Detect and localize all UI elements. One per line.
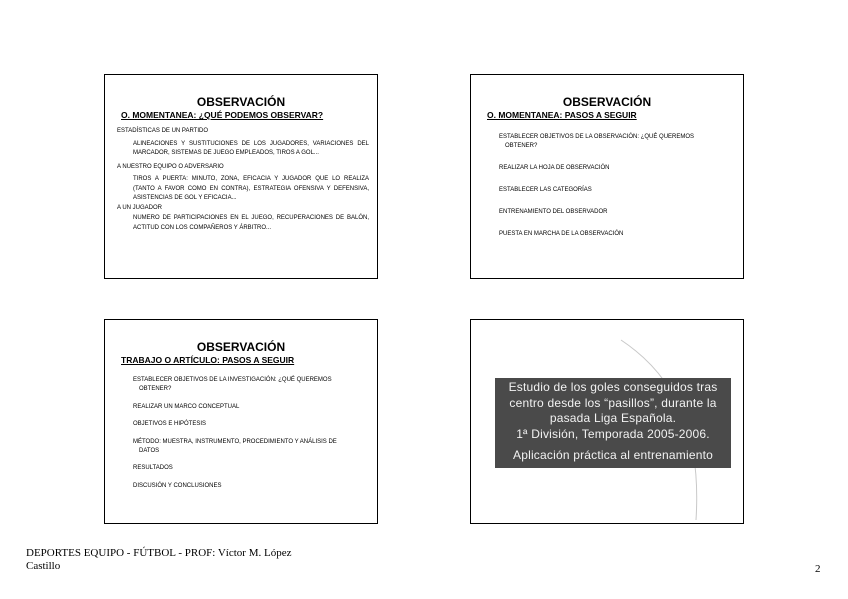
study-line: Estudio de los goles conseguidos tras [508, 380, 718, 394]
step-item: REALIZAR LA HOJA DE OBSERVACIÓN [499, 165, 610, 171]
application-line: Aplicación práctica al entrenamiento [513, 448, 713, 462]
section-detail: TIROS A PUERTA: MINUTO, ZONA, EFICACIA Y JUGADOR QUE LO REALIZA (TANTO A FAVOR COMO EN CONTRA), ESTRATEGIA OFENSIVA Y DEFENSIVA, ASISTENCIAS DE GOL Y EFICACIA... [133, 176, 369, 201]
slide-2 [470, 74, 744, 279]
slide-subtitle: TRABAJO O ARTÍCULO: PASOS A SEGUIR [121, 355, 295, 365]
step-item: PUESTA EN MARCHA DE LA OBSERVACIÓN [499, 231, 624, 237]
footer-line: DEPORTES EQUIPO - FÚTBOL - PROF: Víctor M. López [26, 547, 292, 559]
slide-title: OBSERVACIÓN [196, 95, 286, 109]
footer-line: Castillo [26, 559, 61, 572]
step-item: ESTABLECER OBJETIVOS DE LA OBSERVACIÓN: ¿QUÉ QUEREMOS OBTENER? [499, 134, 695, 149]
slide-title: OBSERVACIÓN [196, 340, 286, 354]
study-line: pasada Liga Española. [549, 411, 677, 425]
step-item: ENTRENAMIENTO DEL OBSERVADOR [499, 209, 608, 215]
slide-4 [470, 319, 744, 524]
slide-subtitle: O. MOMENTANEA: PASOS A SEGUIR [487, 110, 637, 120]
study-line: 1ª División, Temporada 2005-2006. [516, 426, 710, 441]
step-item: REALIZAR UN MARCO CONCEPTUAL [133, 403, 240, 410]
slide-title: OBSERVACIÓN [562, 95, 652, 109]
slide-subtitle: O. MOMENTANEA: ¿QUÉ PODEMOS OBSERVAR? [121, 110, 324, 120]
section-detail: NUMERO DE PARTICIPACIONES EN EL JUEGO, RECUPERACIONES DE BALÓN, ACTITUD CON LOS COMPAÑEROS Y ÁRBITRO... [133, 215, 369, 231]
step-item: ESTABLECER LAS CATEGORÍAS [499, 187, 592, 193]
step-item: MÉTODO: MUESTRA, INSTRUMENTO, PROCEDIMIENTO Y ANÁLISIS DE DATOS [133, 438, 337, 454]
footer [26, 547, 386, 572]
step-item: RESULTADOS [133, 465, 173, 471]
section-heading: ESTADÍSTICAS DE UN PARTIDO [117, 128, 209, 134]
section-detail: ALINEACIONES Y SUSTITUCIONES DE LOS JUGADORES, VARIACIONES DEL MARCADOR, SISTEMAS DE JUEGO EMPLEADOS, TIROS A GOL... [133, 140, 369, 156]
slide-3 [104, 319, 378, 524]
study-title-box [495, 378, 731, 468]
study-line: centro desde los “pasillos”, durante la [509, 395, 717, 410]
slide-1 [104, 74, 378, 279]
step-item: ESTABLECER OBJETIVOS DE LA INVESTIGACIÓN: ¿QUÉ QUEREMOS OBTENER? [133, 377, 332, 392]
section-heading: A UN JUGADOR [117, 204, 163, 211]
section-heading: A NUESTRO EQUIPO O ADVERSARIO [117, 163, 224, 170]
step-item: DISCUSIÓN Y CONCLUSIONES [133, 482, 222, 489]
page-number: 2 [815, 563, 821, 575]
step-item: OBJETIVOS E HIPÓTESIS [133, 421, 207, 427]
